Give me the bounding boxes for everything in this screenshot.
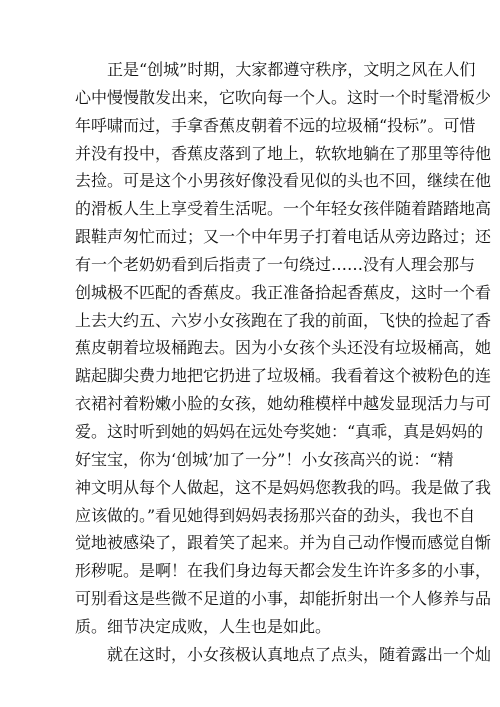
text-line: 创城极不匹配的香蕉皮。我正准备拾起香蕉皮，这时一个看 (75, 282, 492, 302)
text-line: 可别看这是些微不足道的小事，却能折射出一个人修养与品 (75, 589, 492, 609)
text-line: 质。细节决定成败，人生也是如此。 (75, 616, 332, 636)
text-line: 有一个老奶奶看到后指责了一句绕过……没有人理会那与 (75, 254, 476, 274)
text-line: 形秽呢。是啊！在我们身边每天都会发生许许多多的小事， (75, 561, 492, 581)
text-line: 心中慢慢散发出来，它吹向每一个人。这时一个时髦滑板少 (75, 87, 492, 107)
text-line: 跟鞋声匆忙而过；又一个中年男子打着电话从旁边路过；还 (75, 227, 492, 247)
paragraph-1 (75, 56, 492, 641)
text-line: 就在这时，小女孩极认真地点了点头，随着露出一个灿 (107, 644, 492, 664)
text-line: 上去大约五、六岁小女孩跑在了我的前面，飞快的捡起了香 (75, 310, 492, 330)
paragraph-2 (75, 641, 492, 669)
text-line: 并没有投中，香蕉皮落到了地上，软软地躺在了那里等待他 (75, 143, 492, 163)
text-line: 应该做的。”看见她得到妈妈表扬那兴奋的劲头，我也不自 (75, 505, 476, 525)
text-line: 的滑板人生上享受着生活呢。一个年轻女孩伴随着踏踏地高 (75, 199, 492, 219)
article-body (75, 56, 492, 669)
text-line: 好宝宝，你为‘创城’加了一分”！小女孩高兴的说：“精 (75, 449, 454, 469)
text-line: 爱。这时听到她的妈妈在远处夸奖她：“真乖，真是妈妈的 (75, 421, 484, 441)
text-line: 神文明从每个人做起，这不是妈妈您教我的吗。我是做了我 (75, 477, 492, 497)
text-line: 衣裙衬着粉嫩小脸的女孩，她幼稚模样中越发显现活力与可 (75, 394, 492, 414)
text-line: 正是“创城”时期，大家都遵守秩序，文明之风在人们 (107, 60, 476, 79)
text-line: 踮起脚尖费力地把它扔进了垃圾桶。我看着这个被粉色的连 (75, 366, 492, 386)
text-line: 觉地被感染了，跟着笑了起来。并为自己动作慢而感觉自惭 (75, 533, 492, 553)
text-line: 年呼啸而过，手拿香蕉皮朝着不远的垃圾桶“投标”。可惜 (75, 115, 476, 135)
text-line: 蕉皮朝着垃圾桶跑去。因为小女孩个头还没有垃圾桶高，她 (75, 338, 492, 358)
text-line: 去捡。可是这个小男孩好像没看见似的头也不回，继续在他 (75, 171, 492, 191)
